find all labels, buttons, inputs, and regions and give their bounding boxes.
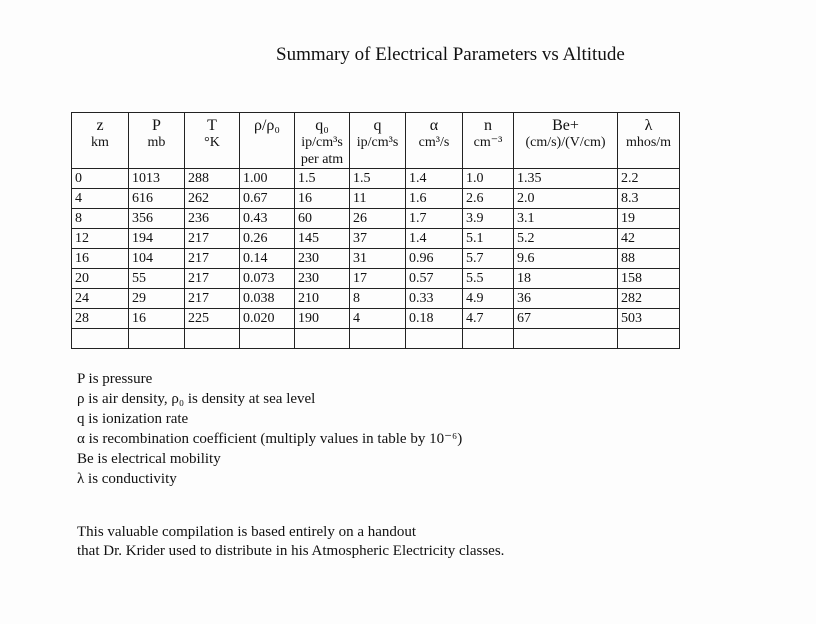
- table-cell: 0.020: [240, 309, 295, 329]
- table-cell: 88: [618, 249, 680, 269]
- table-cell: 0.43: [240, 209, 295, 229]
- table-row: [72, 209, 680, 229]
- table-cell-empty: [406, 329, 463, 349]
- table-cell: 4.9: [463, 289, 514, 309]
- table-cell: 26: [350, 209, 406, 229]
- table-cell-empty: [350, 329, 406, 349]
- note-line: P is pressure: [77, 371, 153, 387]
- table-cell: 5.5: [463, 269, 514, 289]
- column-header-density-ratio: ρ/ρ₀: [240, 113, 295, 169]
- table-cell: 1013: [129, 169, 185, 189]
- table-cell: 37: [350, 229, 406, 249]
- table-cell: 1.0: [463, 169, 514, 189]
- table-cell: 0.96: [406, 249, 463, 269]
- table-cell-empty: [295, 329, 350, 349]
- table-cell-empty: [240, 329, 295, 349]
- column-header-z: z km: [72, 113, 129, 169]
- table-cell: 0.18: [406, 309, 463, 329]
- table-cell: 1.5: [350, 169, 406, 189]
- table-cell: 145: [295, 229, 350, 249]
- table-cell: 230: [295, 269, 350, 289]
- table-cell-empty: [185, 329, 240, 349]
- column-header-be: Be+ (cm/s)/(V/cm): [514, 113, 618, 169]
- table-cell: 217: [185, 289, 240, 309]
- table-cell: 190: [295, 309, 350, 329]
- table-cell: 282: [618, 289, 680, 309]
- table-header-row: [72, 113, 680, 169]
- table-row: [72, 229, 680, 249]
- table-cell: 2.6: [463, 189, 514, 209]
- table-cell: 24: [72, 289, 129, 309]
- table-cell: 0: [72, 169, 129, 189]
- table-cell: 230: [295, 249, 350, 269]
- table-cell: 1.35: [514, 169, 618, 189]
- table-cell: 3.9: [463, 209, 514, 229]
- table-cell: 2.2: [618, 169, 680, 189]
- table-cell: 158: [618, 269, 680, 289]
- table-cell: 20: [72, 269, 129, 289]
- table-cell: 4: [350, 309, 406, 329]
- table-cell: 8: [72, 209, 129, 229]
- table-cell: 194: [129, 229, 185, 249]
- footer-line: that Dr. Krider used to distribute in his Atmospheric Electricity classes.: [77, 543, 505, 559]
- table-cell: 29: [129, 289, 185, 309]
- table-cell: 8: [350, 289, 406, 309]
- table-cell: 217: [185, 249, 240, 269]
- table-cell: 1.4: [406, 169, 463, 189]
- table-cell: 16: [295, 189, 350, 209]
- table-cell: 31: [350, 249, 406, 269]
- table-row: [72, 309, 680, 329]
- table-cell: 55: [129, 269, 185, 289]
- table-cell: 17: [350, 269, 406, 289]
- table-cell: 36: [514, 289, 618, 309]
- legend-notes: [77, 369, 462, 489]
- table-cell: 1.7: [406, 209, 463, 229]
- table-body: [72, 169, 680, 349]
- table-cell: 18: [514, 269, 618, 289]
- table-cell: 356: [129, 209, 185, 229]
- table-cell: 217: [185, 229, 240, 249]
- table-cell: 19: [618, 209, 680, 229]
- table-cell: 42: [618, 229, 680, 249]
- table-cell: 0.038: [240, 289, 295, 309]
- table-cell: 5.1: [463, 229, 514, 249]
- table-cell: 1.00: [240, 169, 295, 189]
- table-cell: 5.2: [514, 229, 618, 249]
- table-cell: 503: [618, 309, 680, 329]
- table-cell: 16: [72, 249, 129, 269]
- table-cell: 11: [350, 189, 406, 209]
- table-cell: 225: [185, 309, 240, 329]
- table-cell: 16: [129, 309, 185, 329]
- table-cell: 0.67: [240, 189, 295, 209]
- table-cell-empty: [514, 329, 618, 349]
- table-cell: 67: [514, 309, 618, 329]
- table-cell: 236: [185, 209, 240, 229]
- table-cell-empty: [463, 329, 514, 349]
- column-header-t: T °K: [185, 113, 240, 169]
- table-row: [72, 249, 680, 269]
- column-header-q: q ip/cm³s: [350, 113, 406, 169]
- column-header-q0: q₀ ip/cm³s per atm: [295, 113, 350, 169]
- table-cell: 60: [295, 209, 350, 229]
- column-header-alpha: α cm³/s: [406, 113, 463, 169]
- table-cell: 0.14: [240, 249, 295, 269]
- table-cell: 28: [72, 309, 129, 329]
- column-header-lambda: λ mhos/m: [618, 113, 680, 169]
- table-cell: 1.4: [406, 229, 463, 249]
- table-cell: 9.6: [514, 249, 618, 269]
- source-footnote: [77, 523, 504, 561]
- note-line: α is recombination coefficient (multiply values in table by 10⁻⁶): [77, 431, 463, 447]
- table-row: [72, 169, 680, 189]
- column-header-n: n cm⁻³: [463, 113, 514, 169]
- table-cell: 2.0: [514, 189, 618, 209]
- table-cell: 217: [185, 269, 240, 289]
- note-line: ρ is air density, ρ₀ is density at sea level: [77, 391, 316, 407]
- table-cell-empty: [72, 329, 129, 349]
- table-cell: 0.26: [240, 229, 295, 249]
- table-row: [72, 189, 680, 209]
- table-cell: 1.6: [406, 189, 463, 209]
- note-line: Be is electrical mobility: [77, 451, 221, 467]
- table-cell: 616: [129, 189, 185, 209]
- table-cell: 1.5: [295, 169, 350, 189]
- table-cell: 0.33: [406, 289, 463, 309]
- table-cell: 4.7: [463, 309, 514, 329]
- table-cell: 8.3: [618, 189, 680, 209]
- note-line: λ is conductivity: [77, 471, 177, 487]
- note-line: q is ionization rate: [77, 411, 189, 427]
- table-cell: 12: [72, 229, 129, 249]
- table-cell: 210: [295, 289, 350, 309]
- table-row-empty: [72, 329, 680, 349]
- table-cell-empty: [129, 329, 185, 349]
- table-row: [72, 289, 680, 309]
- table-cell: 0.57: [406, 269, 463, 289]
- parameters-table: [71, 112, 680, 349]
- footer-line: This valuable compilation is based entirely on a handout: [77, 524, 417, 540]
- table-cell: 288: [185, 169, 240, 189]
- table-row: [72, 269, 680, 289]
- table-cell: 262: [185, 189, 240, 209]
- table-cell: 0.073: [240, 269, 295, 289]
- column-header-p: P mb: [129, 113, 185, 169]
- table-cell: 3.1: [514, 209, 618, 229]
- page-title: Summary of Electrical Parameters vs Altitude: [276, 44, 625, 65]
- table-cell-empty: [618, 329, 680, 349]
- table-cell: 104: [129, 249, 185, 269]
- table-cell: 4: [72, 189, 129, 209]
- table-cell: 5.7: [463, 249, 514, 269]
